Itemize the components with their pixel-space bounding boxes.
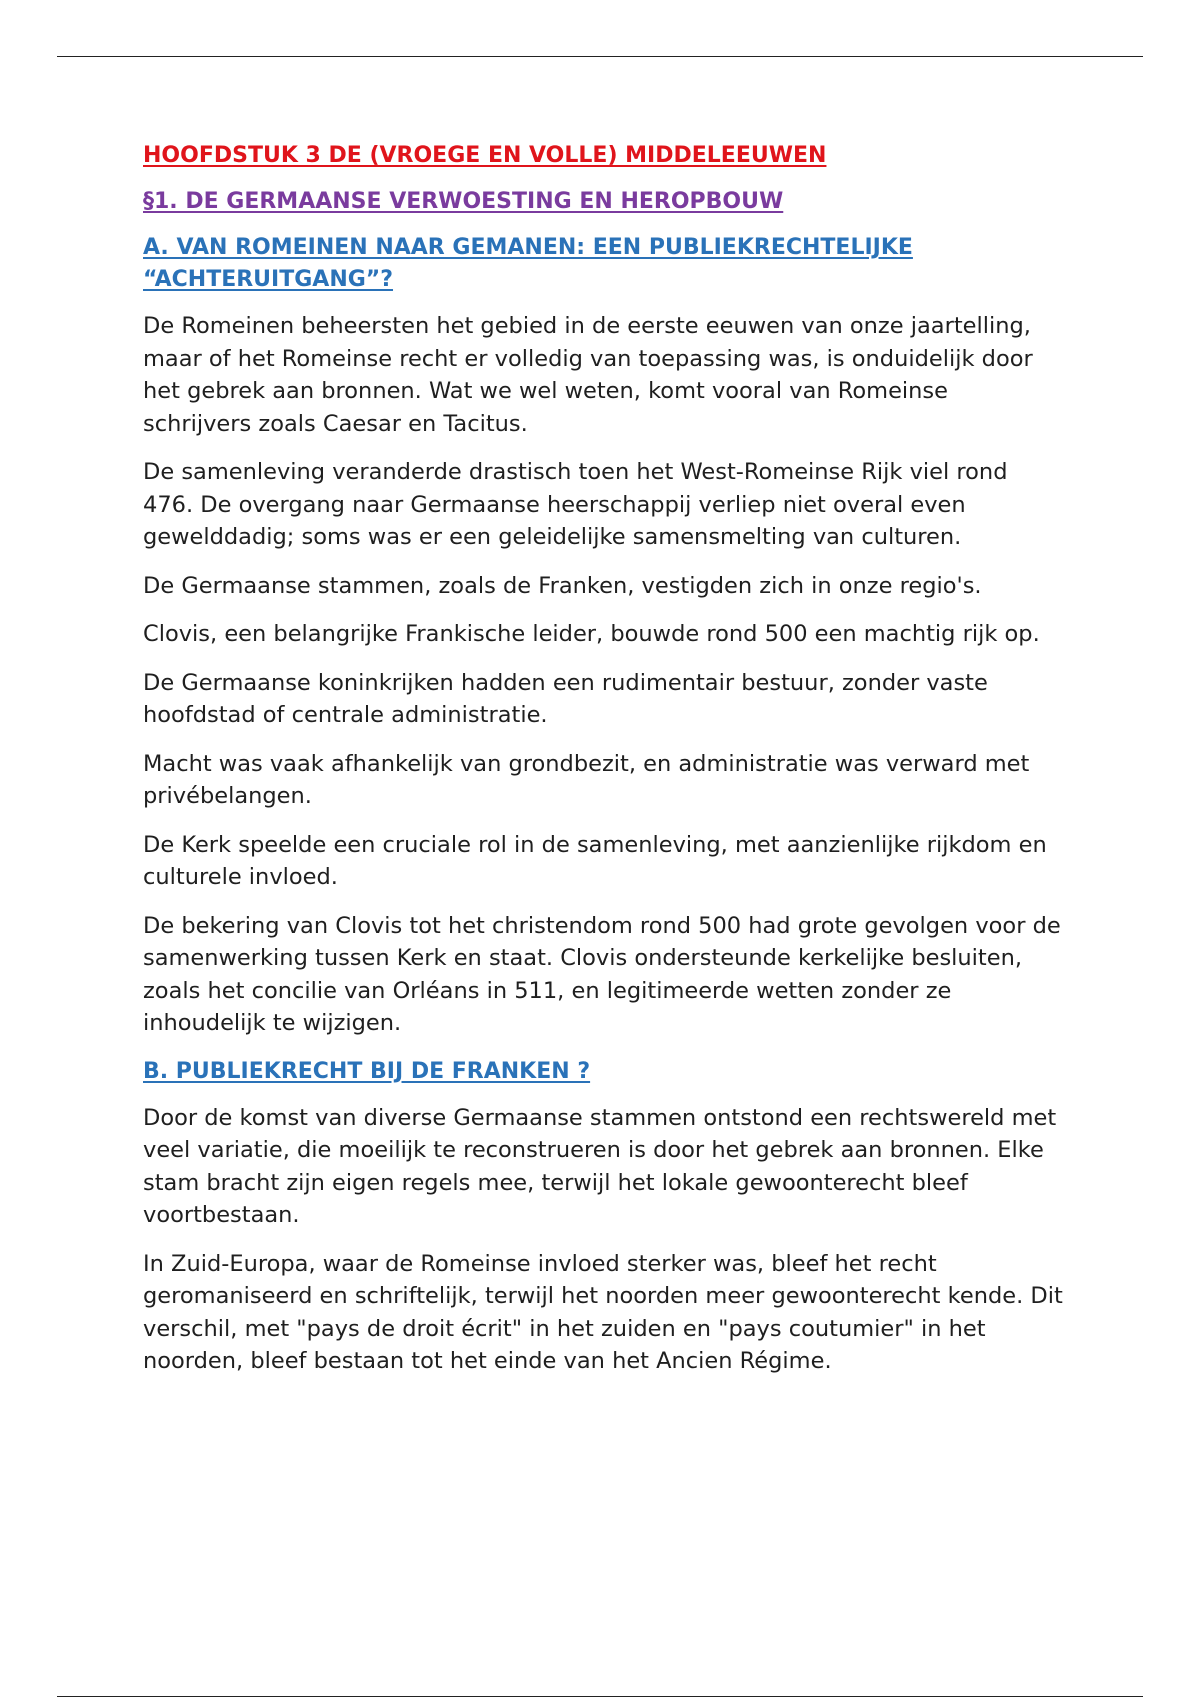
paragraph: De Germaanse stammen, zoals de Franken, vestigden zich in onze regio's. [143, 572, 982, 599]
chapter-title: HOOFDSTUK 3 DE (VROEGE EN VOLLE) MIDDELEEUWEN [143, 143, 827, 168]
section-title: §1. DE GERMAANSE VERWOESTING EN HEROPBOUW [143, 189, 784, 214]
document-body [143, 140, 1063, 1394]
paragraph: Clovis, een belangrijke Frankische leider, bouwde rond 500 een machtig rijk op. [143, 621, 1040, 647]
subsection-b-title: B. PUBLIEKRECHT BIJ DE FRANKEN ? [143, 1058, 591, 1084]
paragraph: De Germaanse koninkrijken hadden een rudimentair bestuur, zonder vaste hoofdstad of centrale administratie. [143, 669, 988, 728]
paragraph: De samenleving veranderde drastisch toen het West-Romeinse Rijk viel rond 476. De overgang naar Germaanse heerschappij verliep niet overal even gewelddadig; soms was er een geleidelijke samensmelting van culturen. [143, 459, 1008, 550]
paragraph: De bekering van Clovis tot het christendom rond 500 had grote gevolgen voor de samenwerking tussen Kerk en staat. Clovis ondersteunde kerkelijke besluiten, zoals het concilie van Orléans in 511, en legitimeerde wetten zonder ze inhoudelijk te wijzigen. [143, 912, 1061, 1036]
paragraph: De Kerk speelde een cruciale rol in de samenleving, met aanzienlijke rijkdom en culturele invloed. [143, 831, 1047, 890]
subsection-a-title: A. VAN ROMEINEN NAAR GEMANEN: EEN PUBLIEKRECHTELIJKE “ACHTERUITGANG”? [143, 235, 913, 292]
paragraph: Macht was vaak afhankelijk van grondbezit, en administratie was verward met privébelangen. [143, 750, 1030, 809]
paragraph: De Romeinen beheersten het gebied in de eerste eeuwen van onze jaartelling, maar of het Romeinse recht er volledig van toepassing was, is onduidelijk door het gebrek aan bronnen. Wat we wel weten, komt vooral van Romeinse schrijvers zoals Caesar en Tacitus. [143, 313, 1033, 437]
paragraph: Door de komst van diverse Germaanse stammen ontstond een rechtswereld met veel variatie, die moeilijk te reconstrueren is door het gebrek aan bronnen. Elke stam bracht zijn eigen regels mee, terwijl het lokale gewoonterecht bleef voortbestaan. [143, 1104, 1057, 1228]
page-header-rule [57, 56, 1143, 57]
paragraph: In Zuid-Europa, waar de Romeinse invloed sterker was, bleef het recht geromaniseerd en schriftelijk, terwijl het noorden meer gewoonterecht kende. Dit verschil, met "pays de droit écrit" in het zuiden en "pays coutumier" in het noorden, bleef bestaan tot het einde van het Ancien Régime. [143, 1250, 1063, 1374]
page-footer-rule [57, 1696, 1143, 1697]
